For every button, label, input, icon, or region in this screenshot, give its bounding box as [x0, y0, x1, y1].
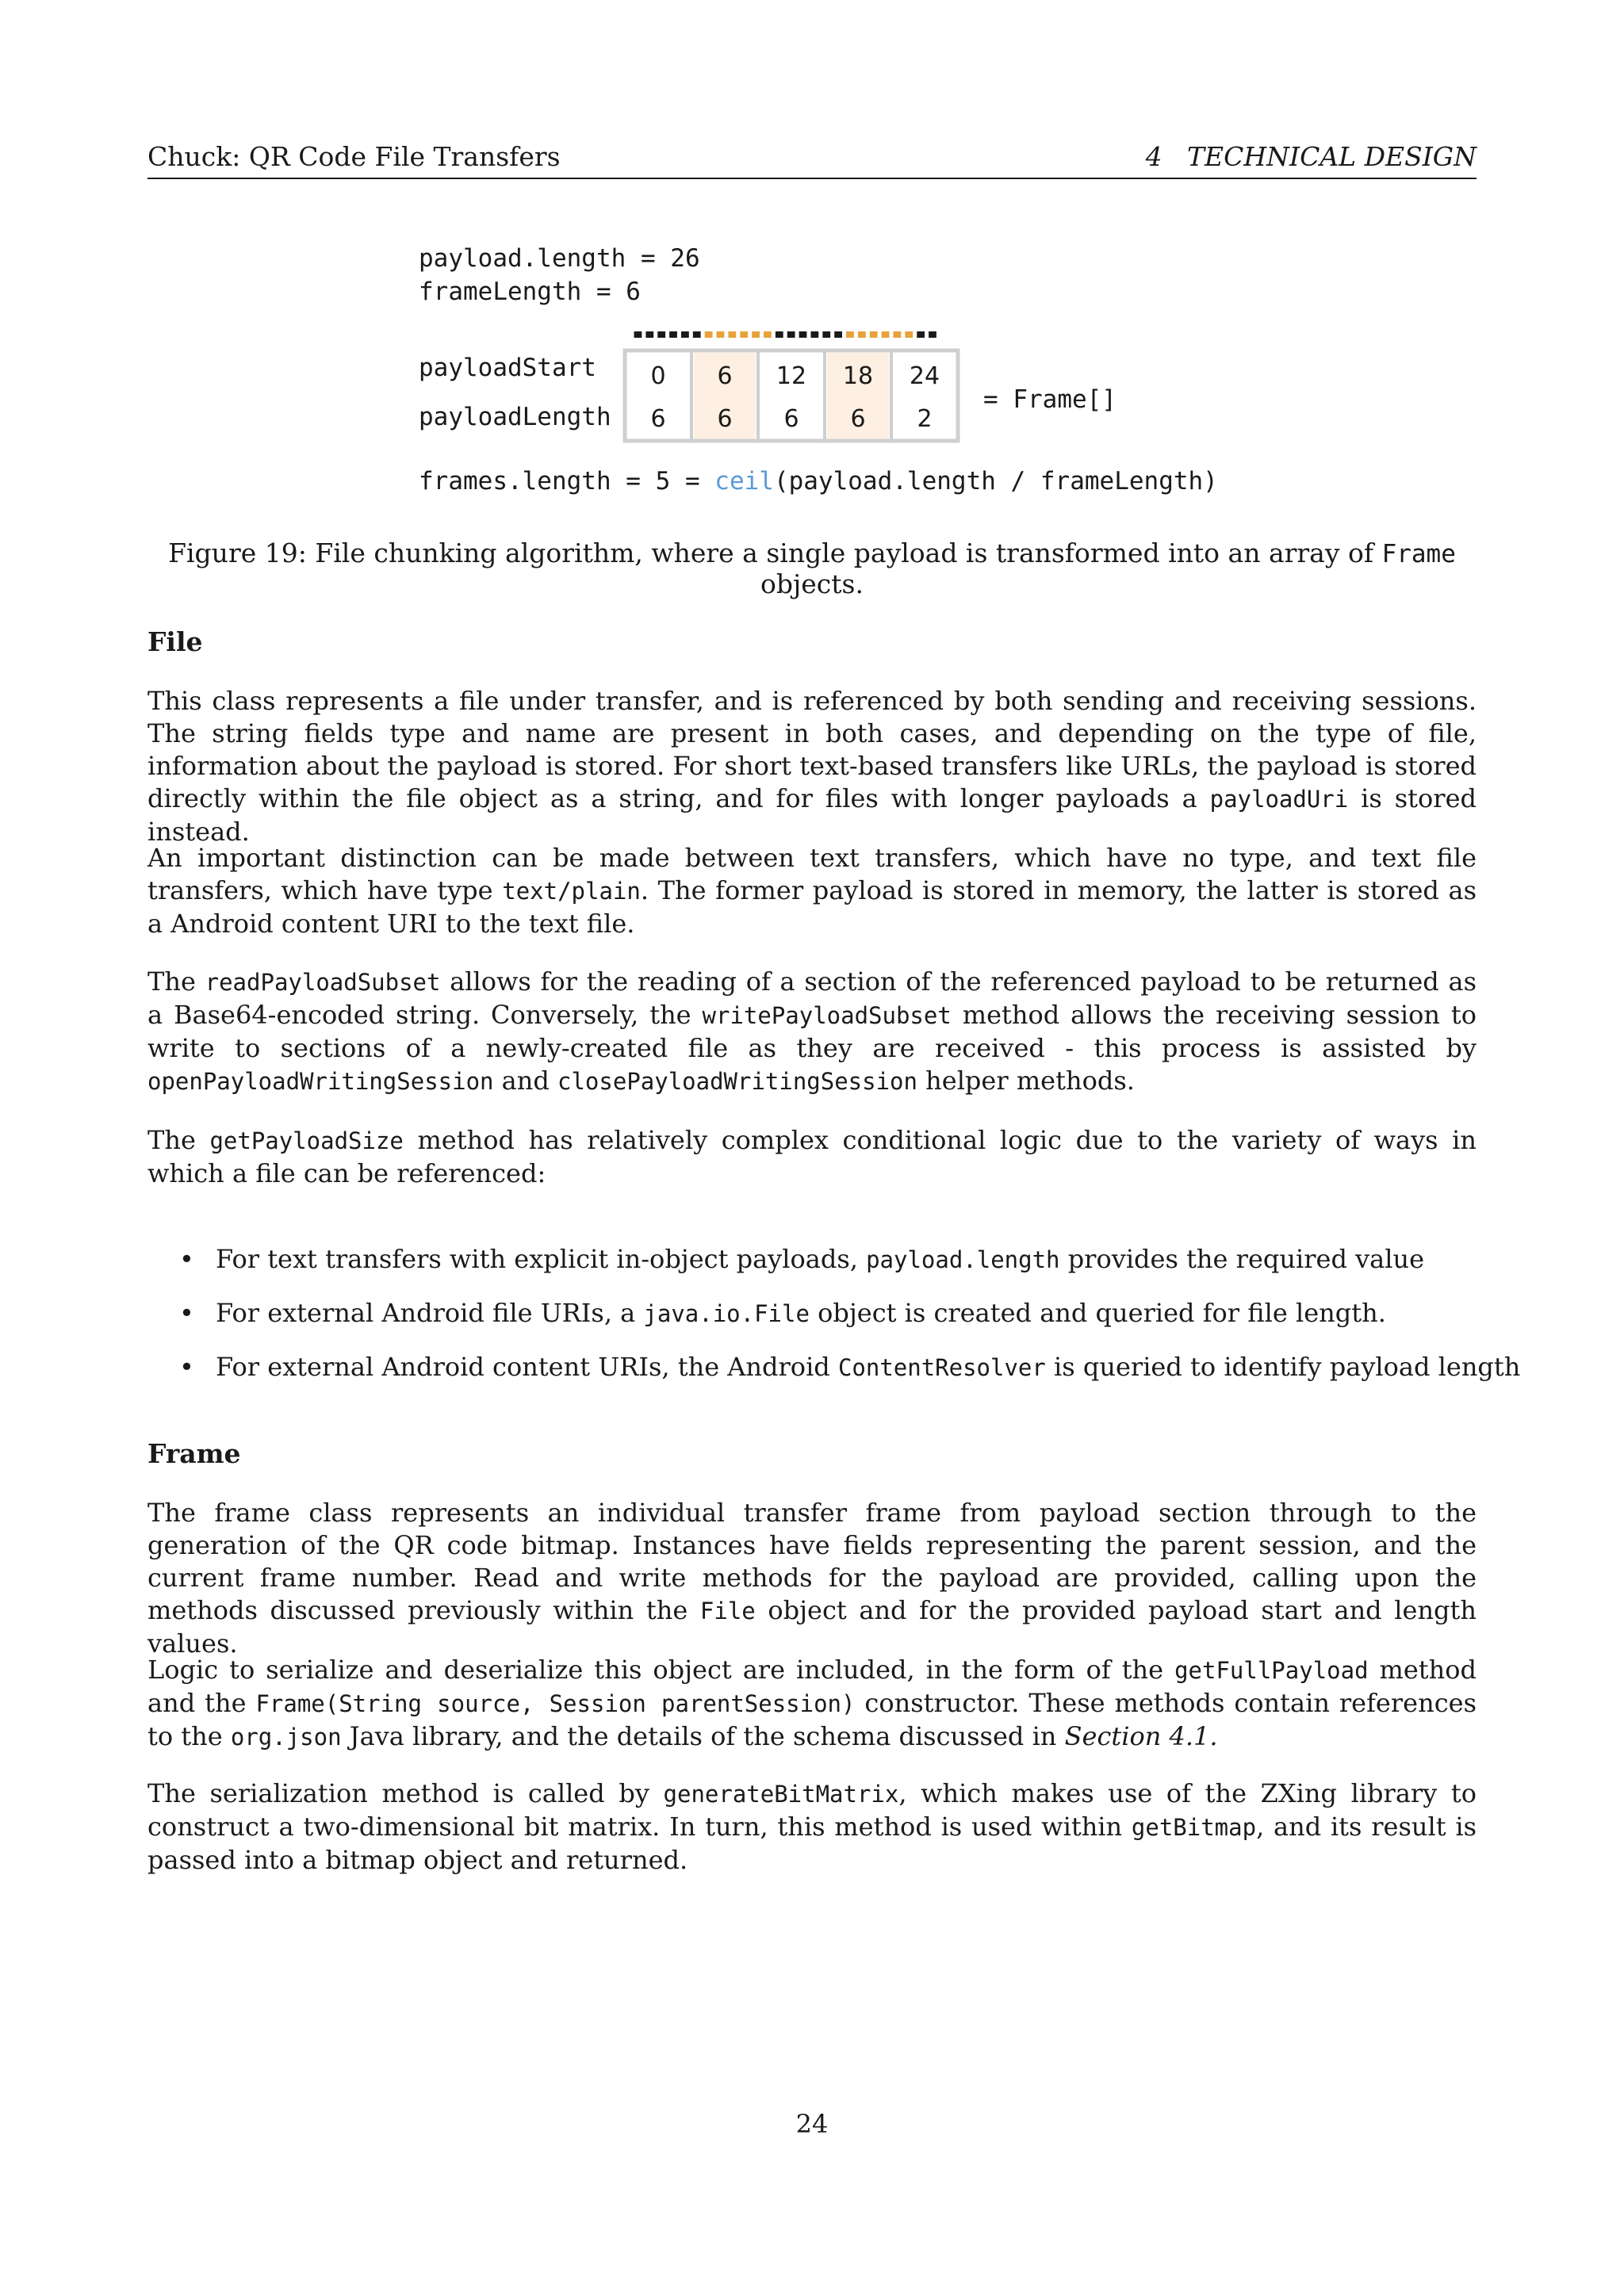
payload-byte-dot — [858, 331, 866, 338]
frame-start-value: 6 — [717, 362, 733, 390]
frame-length-value: 6 — [850, 405, 866, 433]
frame-paragraph-3: The serialization method is called by generateBitMatrix, which makes use of the ZXing library to construct a two-dimensional bit matrix. In turn, this method is used within getBitmap, and its result is passed into a bitmap object and returned. — [147, 1778, 1477, 1875]
frame-array-label: = Frame[] — [983, 385, 1116, 414]
section-title-frame: Frame — [147, 1438, 241, 1469]
payload-byte-dot — [740, 331, 748, 338]
payload-byte-dot — [752, 331, 760, 338]
payload-byte-dot — [681, 331, 689, 338]
payload-byte-dot — [834, 331, 842, 338]
payload-byte-dot — [764, 331, 772, 338]
payload-byte-dot — [846, 331, 854, 338]
payload-byte-dot — [645, 331, 653, 338]
frame-length-value: 6 — [783, 405, 799, 433]
frame-start-value: 24 — [909, 362, 940, 390]
payload-start-label: payloadStart — [419, 354, 596, 382]
frame-start-value: 18 — [842, 362, 874, 390]
payload-byte-dot — [894, 331, 902, 338]
frame-start-value: 0 — [650, 362, 666, 390]
payload-byte-dot — [634, 331, 642, 338]
frame-length-value: 6 — [650, 405, 666, 433]
file-paragraph-4: The getPayloadSize method has relatively complex conditional logic due to the variety of ways in which a file can be referenced: — [147, 1125, 1477, 1188]
header-rule — [147, 178, 1477, 179]
payload-byte-dot — [822, 331, 830, 338]
bullet-icon: • — [179, 1244, 194, 1274]
file-paragraph-1: This class represents a file under transfer, and is referenced by both sending and receiving sessions. The string fields type and name are present in both cases, and depending on the type of file, information about the payload is stored. For short text-based transfers like URLs, the payload is stored directly within the file object as a string, and for files with longer payloads a payloadUri is stored instead. — [147, 686, 1477, 847]
section-title-file: File — [147, 626, 203, 657]
payload-byte-dot — [705, 331, 713, 338]
payload-byte-dot — [669, 331, 677, 338]
payload-byte-dot — [717, 331, 725, 338]
payload-byte-dot — [799, 331, 807, 338]
file-paragraph-2: An important distinction can be made between text transfers, which have no type, and text file transfers, which have type text/plain. The former payload is stored in memory, the latter is stored as a Android content URI to the text file. — [147, 843, 1477, 939]
payload-byte-dot — [776, 331, 783, 338]
ceil-function: ceil — [714, 467, 774, 496]
payload-byte-dot — [870, 331, 878, 338]
bullet-icon: • — [179, 1352, 194, 1382]
frame-start-value: 12 — [776, 362, 807, 390]
payload-byte-dot — [905, 331, 913, 338]
payload-byte-dot — [810, 331, 818, 338]
frame-paragraph-2: Logic to serialize and deserialize this object are included, in the form of the getFullPayload method and the Frame(String source, Session parentSession) constructor. These methods contain references to the org.json Java library, and the details of the schema discussed in Section 4.1. — [147, 1655, 1477, 1751]
figure-caption: Figure 19: File chunking algorithm, where a single payload is transformed into an array of Frame objects. — [168, 538, 1456, 599]
document-page: Chuck: QR Code File Transfers 4 TECHNICAL DESIGN payload.length = 26 frameLength = 6 payloadStart payloadLength = Frame[] 0 6 6 6 12 6 18 6 24 2 frames.length = 5 = ceil(payload.length / frameLength) Figure 19: File chunking algorithm, where a single payload is transformed into an array of Frame objects. File This class represents a file under transfer, and is referenced by both sending and receiving sessions. The string fields type and name are present in both cases, and depending on the type of file, information about the payload is stored. For short text-based transfers like URLs, the payload is stored directly within the file object as a string, and for files with longer payloads a payloadUri is stored instead. An important distinction can be made between text transfers, which have no type, and text file transfers, which have type text/plain. The former payload is stored in memory, the latter is stored as a Android content URI to the text file. The readPayloadSubset allows for the reading of a section of the referenced payload to be returned as a Base64-encoded string. Conversely, the writePayloadSubset method allows the receiving session to write to sections of a newly-created file as they are received - this process is assisted by openPayloadWritingSession and closePayloadWritingSession helper methods. The getPayloadSize method has relatively complex conditional logic due to the variety of ways in which a file can be referenced: • For text transfers with explicit in-object payloads, payload.length provides the required value • For external Android file URIs, a java.io.File object is created and queried for file length. • For external Android content URIs, the Android ContentResolver is queried to identify payload length Frame The frame class represents an individual transfer frame from payload section through to the generation of the QR code bitmap. Instances have fields representing the parent session, and the current frame number. Read and write methods for the payload are provided, calling upon the methods discussed previously within the File object and for the provided payload start and length values. Logic to serialize and deserialize this object are included, in the form of the getFullPayload method and the Frame(String source, Session parentSession) constructor. These methods contain references to the org.json Java library, and the details of the schema discussed in Section 4.1. The serialization method is called by generateBitMatrix, which makes use of the ZXing library to construct a two-dimensional bit matrix. In turn, this method is used within getBitmap, and its result is passed into a bitmap object and returned. 24 — [0, 0, 1624, 2296]
frame-cells — [625, 350, 958, 441]
payload-byte-dot — [917, 331, 925, 338]
running-header-title: Chuck: QR Code File Transfers — [147, 141, 561, 172]
payload-byte-dot — [693, 331, 701, 338]
payload-byte-dot — [882, 331, 890, 338]
bullet-icon: • — [179, 1298, 194, 1328]
page-number: 24 — [795, 2109, 829, 2139]
payload-length-label: payloadLength — [419, 403, 611, 431]
payload-byte-dot — [657, 331, 665, 338]
frame-length-line: frameLength = 6 — [419, 277, 641, 306]
running-header-section: 4 TECHNICAL DESIGN — [1145, 141, 1477, 172]
frame-array-diagram — [619, 327, 967, 446]
payload-byte-dot — [929, 331, 936, 338]
frame-length-value: 2 — [917, 405, 933, 433]
frame-length-value: 6 — [717, 405, 733, 433]
frame-boundary-dots — [634, 331, 936, 338]
payload-byte-dot — [787, 331, 795, 338]
file-paragraph-3: The readPayloadSubset allows for the reading of a section of the referenced payload to be returned as a Base64-encoded string. Conversely, the writePayloadSubset method allows the receiving session to write to sections of a newly-created file as they are received - this process is assisted by openPayloadWritingSession and closePayloadWritingSession helper methods. — [147, 966, 1477, 1096]
frames-length-formula: frames.length = 5 = ceil(payload.length / frameLength) — [419, 467, 1218, 496]
payload-length-line: payload.length = 26 — [419, 244, 700, 273]
payload-byte-dot — [728, 331, 736, 338]
frame-paragraph-1: The frame class represents an individual transfer frame from payload section through to the generation of the QR code bitmap. Instances have fields representing the parent session, and the current frame number. Read and write methods for the payload are provided, calling upon the methods discussed previously within the File object and for the provided payload start and length values. — [147, 1498, 1477, 1659]
